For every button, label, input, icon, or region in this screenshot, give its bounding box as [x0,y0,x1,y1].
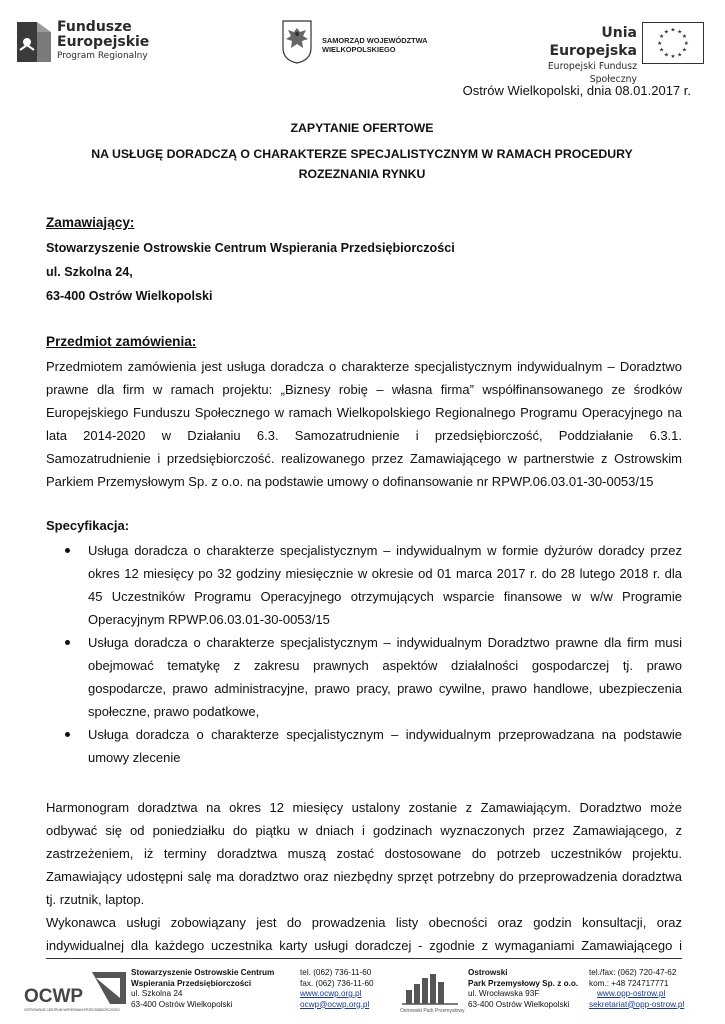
spec-line: umowy zlecenie [88,750,181,765]
footer-right-name2: Park Przemysłowy Sp. z o.o. [468,978,579,988]
spec-line: obejmować tematykę z zakresu prawnych aspektów działalności gospodarczej tj. prawo [88,658,682,673]
subject-line: Europejskiego Funduszu Społecznego w ramach Wielkopolskiego Regionalnego Programu Operacyjnego na [46,405,682,420]
spec-line: 45 Uczestników Programu Operacyjnego otrzymujących wsparcie finansowe w w/w Programie [88,589,682,604]
footer-right-tel: tel./fax: (062) 720-47-62 [589,968,677,977]
footer-right-email-link[interactable]: sekretariat@opp-ostrow.pl [589,999,685,1009]
footer-left-fax: fax. (062) 736-11-60 [300,978,374,988]
subject-line: prawne dla firm w ramach projektu: „Biznesy robię – własna firma” współfinansowanego ze środków [46,382,682,397]
sw-logo-line2: WIELKOPOLSKIEGO [322,45,396,54]
ocwp-logo-sub: OSTROWSKIE CENTRUM WSPIERANIA PRZEDSIĘBIORCZOŚCI [24,1008,120,1012]
document-title-line3: ROZEZNANIA RYNKU [298,167,426,181]
footer-left-name2: Wspierania Przedsiębiorczości [131,978,252,988]
eagle-crest-icon [282,20,312,64]
subject-line: Samozatrudnienie i przedsiębiorczość. realizowanego przez Zamawiającego w partnerstwie z Ostrowskim [46,451,682,466]
svg-text:★: ★ [677,29,683,36]
footer-right-contact [589,968,684,1010]
fe-logo-line2: Europejskie [57,34,150,50]
eu-flag-icon [642,22,704,64]
schedule-paragraph [46,796,682,957]
footer-left-tel: tel. (062) 736-11-60 [300,968,372,977]
svg-text:★: ★ [663,29,669,36]
schedule-line: odbywać się od poniedziałku do piątku w dniach i godzinach wyznaczonych przez Zamawiającego, z [46,823,682,838]
fundusze-europejskie-emblem-icon [15,18,53,66]
schedule-line: tj. rzutnik, laptop. [46,892,145,907]
spec-line: gospodarcze, prawo administracyjne, prawo pracy, prawo cywilne, prawo handlowe, ubezpieczenia [88,681,682,696]
subject-paragraph [46,355,682,493]
svg-text:★: ★ [677,52,683,59]
svg-text:★: ★ [663,52,669,59]
document-title-line2: NA USŁUGĘ DORADCZĄ O CHARAKTERZE SPECJALISTYCZNYM W RAMACH PROCEDURY [91,147,633,161]
subject-heading: Przedmiot zamówienia: [46,334,197,349]
samorzad-wojewodztwa-logo [282,20,442,66]
svg-text:★: ★ [657,40,663,47]
fe-logo-line3: Program Regionalny [57,51,148,61]
document-title-line1: ZAPYTANIE OFERTOWE [290,121,434,135]
spec-line: Usługa doradcza o charakterze specjalistycznym – indywidualnym Doradztwo prawne dla firm musi [88,635,682,650]
spec-heading: Specyfikacja: [46,518,130,533]
footer-left-city: 63-400 Ostrów Wielkopolski [131,999,233,1009]
svg-text:★: ★ [659,47,665,54]
subject-line: Parkiem Przemysłowym Sp. z o.o. na podstawie umowy o dofinansowanie nr RPWP.06.03.01-30-0053/15 [46,474,654,489]
park-logo-text: Ostrowski Park Przemysłowy [400,1008,465,1014]
footer-right-www-link[interactable]: www.opp-ostrow.pl [597,989,666,998]
document-date: Ostrów Wielkopolski, dnia 08.01.2017 r. [462,83,691,98]
contracting-street: ul. Szkolna 24, [46,265,133,279]
ue-logo-line1: Unia Europejska [549,25,637,59]
schedule-line: Wykonawca usługi zobowiązany jest do prowadzenia listy obecności oraz godzin konsultacji, oraz [46,915,682,930]
spec-line: Operacyjnym RPWP.06.03.01-30-0053/15 [88,612,330,627]
footer-left-email-link[interactable]: ocwp@ocwp.org.pl [300,999,370,1009]
ue-logo-line2: Europejski Fundusz Społeczny [547,61,637,85]
bullet-icon [65,732,70,737]
svg-text:★: ★ [670,27,676,34]
spec-line: społeczne, prawo podatkowe, [88,704,260,719]
page-header [0,0,725,85]
subject-line: lata 2014-2020 w Działaniu 6.3. Samozatrudnienie i przedsiębiorczość, Poddziałanie 6.3.1. [46,428,682,443]
footer-left-www-link[interactable]: www.ocwp.org.pl [300,989,362,998]
spec-line: Usługa doradcza o charakterze specjalistycznym – indywidualnym przeprowadzana na podstawie [88,727,682,742]
schedule-line: Zamawiający udostępni salę ma doradztwo oraz niezbędny sprzęt potrzebny do przeprowadzenia doradztwa [46,869,682,884]
spec-list [46,539,682,769]
footer-left-address [131,968,274,1010]
spec-line: Usługa doradcza o charakterze specjalistycznym – indywidualnym w formie dyżurów doradcy przez [88,543,682,558]
footer-left-street: ul. Szkolna 24 [131,989,183,998]
fe-logo-line1: Fundusze [57,19,132,35]
ocwp-logo-icon [22,970,130,1014]
footer-right-kom: kom.: +48 724717771 [589,978,669,988]
subject-line: Przedmiotem zamówienia jest usługa doradcza o charakterze specjalistycznym indywidualnym – Doradztwo [46,359,682,374]
footer-right-address [468,968,578,1010]
footer-left-contact [300,968,374,1010]
svg-text:★: ★ [681,34,687,41]
svg-text:★: ★ [681,47,687,54]
schedule-line: indywidualnej dla każdego uczestnika karty usługi doradczej - zgodnie z wymaganiami Zamawiającego i [46,938,682,953]
sw-logo-line1: SAMORZĄD WOJEWÓDZTWA [322,36,428,45]
bullet-icon [65,548,70,553]
svg-text:★: ★ [670,54,676,61]
fundusze-europejskie-logo [15,16,150,68]
schedule-line: Harmonogram doradztwa na okres 12 miesięcy ustalony zostanie z Zamawiającym. Doradztwo może [46,800,682,815]
bullet-icon [65,640,70,645]
svg-text:★: ★ [683,40,689,47]
contracting-heading: Zamawiający: [46,215,135,230]
spec-list-item [46,723,682,769]
page-footer [0,962,725,1024]
park-przemyslowy-logo-icon [398,970,468,1014]
footer-right-name1: Ostrowski [468,968,508,977]
spec-line: okres 12 miesięcy po 32 godziny miesięcznie w okresie od 01 marca 2017 r. do 28 lutego 2018 r. dla [88,566,682,581]
ocwp-logo-text: OCWP [24,986,84,1007]
spec-list-item [46,539,682,631]
footer-right-city: 63-400 Ostrów Wielkopolski [468,999,570,1009]
contracting-name: Stowarzyszenie Ostrowskie Centrum Wspierania Przedsiębiorczości [46,241,455,255]
svg-text:★: ★ [659,34,665,41]
footer-divider [46,958,682,959]
contracting-city: 63-400 Ostrów Wielkopolski [46,289,213,303]
footer-right-street: ul. Wrocławska 93F [468,989,540,998]
unia-europejska-logo [507,22,712,85]
schedule-line: zastrzeżeniem, iż terminy doradztwa muszą zostać dostosowane do potrzeb uczestników projektu. [46,846,682,861]
spec-list-item [46,631,682,723]
footer-left-name1: Stowarzyszenie Ostrowskie Centrum [131,968,275,977]
